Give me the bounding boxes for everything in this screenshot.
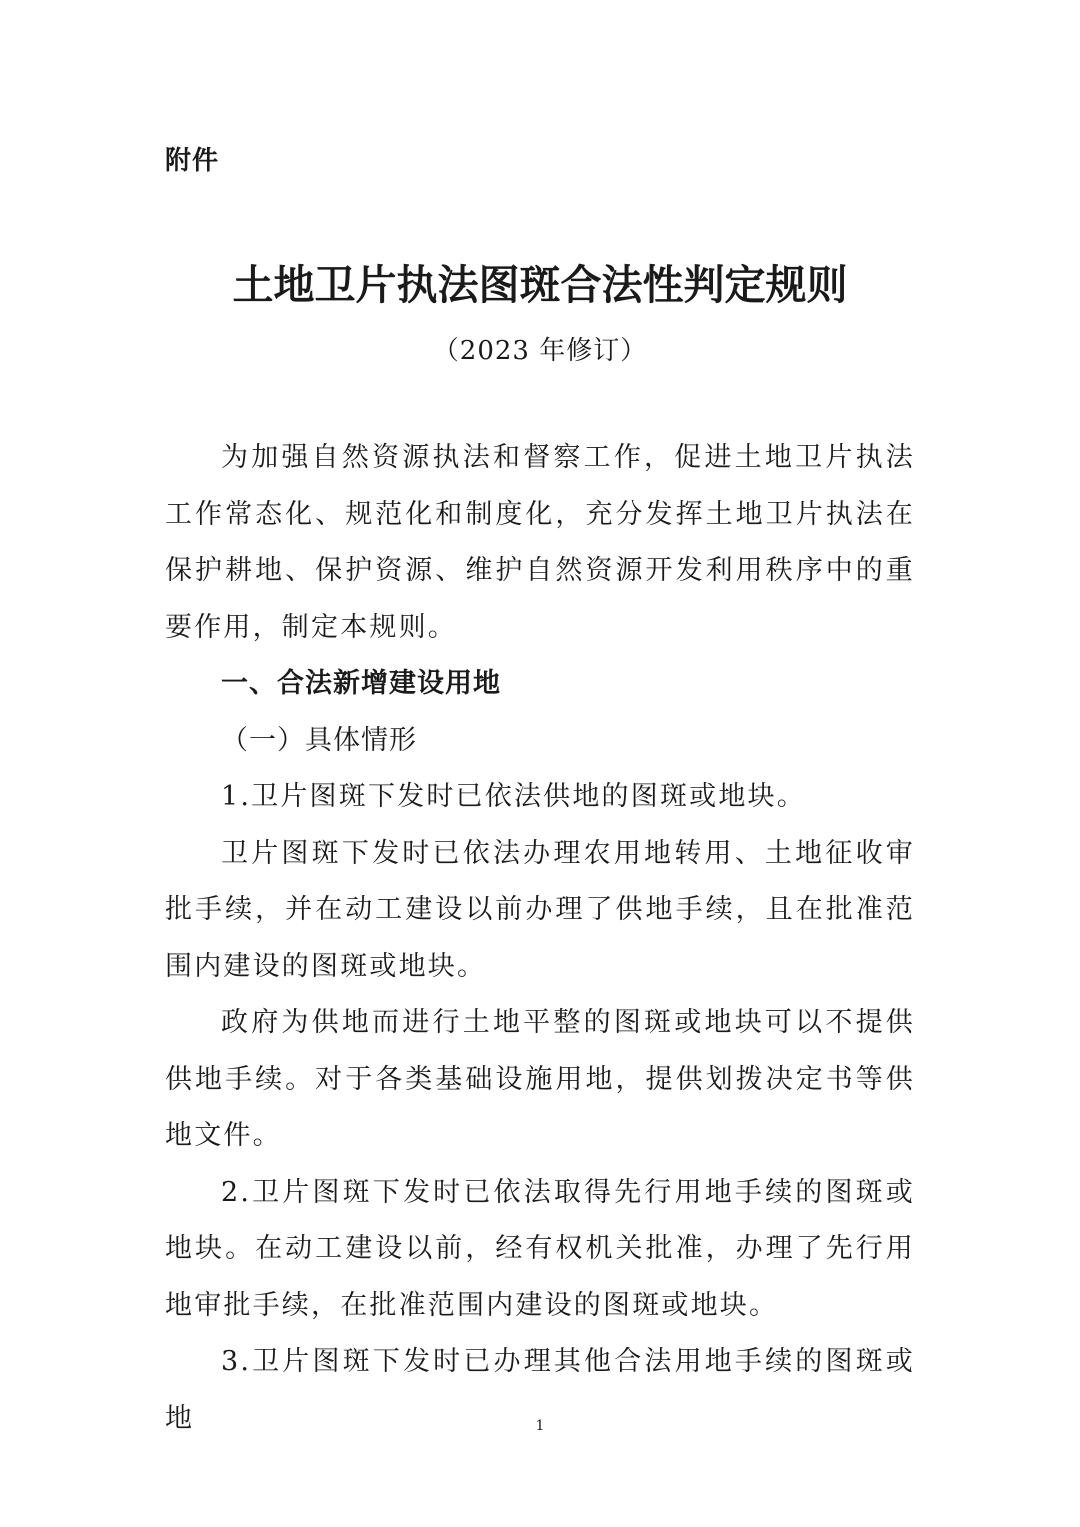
item-1-note: 政府为供地而进行土地平整的图斑或地块可以不提供供地手续。对于各类基础设施用地，提供划拨决定书等供地文件。	[165, 1007, 915, 1151]
item-1: 1.卫片图斑下发时已依法供地的图斑或地块。	[221, 781, 806, 812]
item-1-detail: 卫片图斑下发时已依法办理农用地转用、土地征收审批手续，并在动工建设以前办理了供地手续，且在批准范围内建设的图斑或地块。	[165, 837, 915, 982]
subsection-heading: （一）具体情形	[221, 724, 417, 756]
item-3: 3.卫片图斑下发时已办理其他合法用地手续的图斑或地	[165, 1346, 915, 1434]
intro-paragraph: 为加强自然资源执法和督察工作，促进土地卫片执法工作常态化、规范化和制度化，充分发挥土地卫片执法在保护耕地、保护资源、维护自然资源开发利用秩序中的重要作用，制定本规则。	[165, 442, 915, 643]
document-subtitle: （2023 年修订）	[432, 336, 648, 366]
section-heading: 一、合法新增建设用地	[221, 668, 501, 699]
attachment-label: 附件	[165, 146, 220, 176]
document-body	[165, 430, 915, 1447]
page-number: 1	[535, 1418, 545, 1434]
document-title: 土地卫片执法图斑合法性判定规则	[232, 261, 848, 309]
item-2: 2.卫片图斑下发时已依法取得先行用地手续的图斑或地块。在动工建设以前，经有权机关批准，办理了先行用地审批手续，在批准范围内建设的图斑或地块。	[165, 1176, 915, 1321]
